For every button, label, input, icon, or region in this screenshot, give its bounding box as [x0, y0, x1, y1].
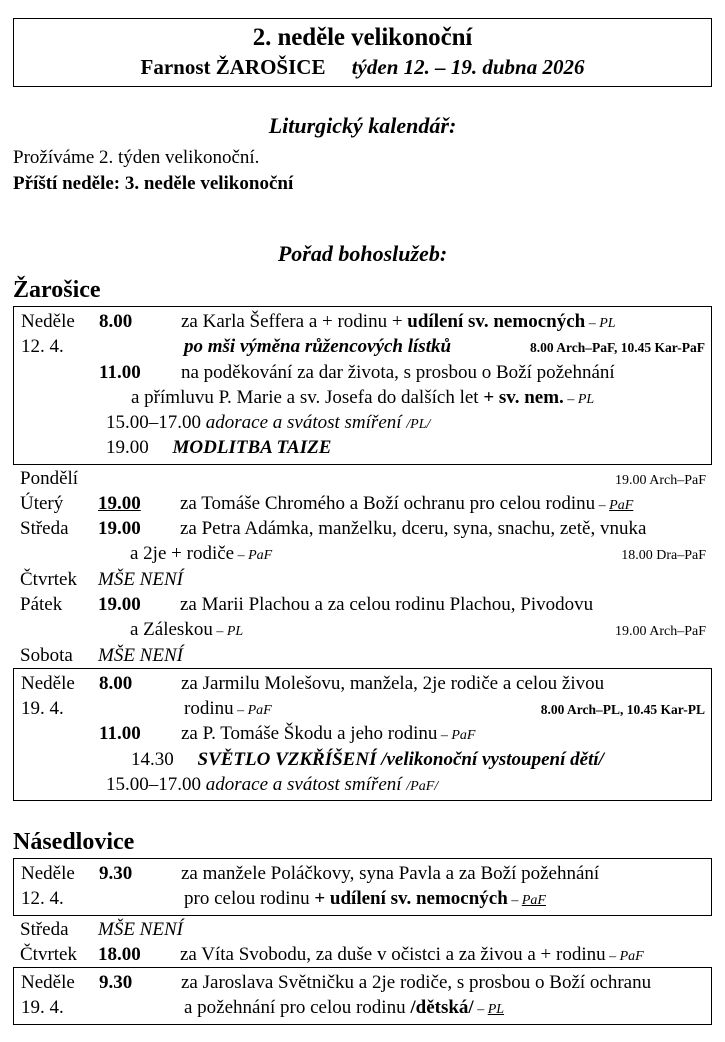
- row-time: 19.00: [98, 518, 141, 540]
- row-time: 9.30: [99, 972, 133, 994]
- row-description: [21, 410, 705, 435]
- header-banner: [13, 18, 712, 87]
- zarosice-sunday-1-block: [13, 306, 712, 465]
- row-description: [21, 747, 705, 772]
- table-row: [14, 747, 711, 772]
- row-day: Středa: [20, 518, 69, 540]
- row-no-mass: MŠE NENÍ: [98, 644, 183, 666]
- row-description: za Marii Plachou a za celou rodinu Plachou, Pivodovu: [180, 593, 594, 615]
- row-description: na poděkování za dar života, s prosbou o Boží požehnání: [181, 361, 615, 383]
- row-gap: [174, 749, 198, 770]
- table-row: [13, 617, 712, 642]
- celebrant-dash: –: [605, 948, 620, 964]
- table-row: [13, 516, 712, 541]
- parish-name: Farnost ŽAROŠICE: [140, 54, 326, 79]
- table-row: [13, 466, 712, 491]
- celebrant: PaF: [247, 703, 272, 719]
- header-gap: [325, 55, 351, 79]
- village-heading-zarosice: Žarošice: [13, 277, 101, 304]
- row-other-masses: 19.00 Arch–PaF: [615, 472, 706, 488]
- row-no-mass: MŠE NENÍ: [98, 918, 183, 940]
- row-text-plain: a přímluvu P. Marie a sv. Josefa do dalších let: [131, 386, 484, 408]
- celebrant: PL: [599, 316, 616, 332]
- row-text-plain: za Tomáše Chromého a Boží ochranu pro celou rodinu: [180, 492, 596, 514]
- row-time: 14.30: [131, 748, 174, 770]
- row-text-italic: adorace a svátost smíření: [205, 773, 402, 795]
- row-day: Neděle: [21, 863, 75, 885]
- table-row: [14, 435, 711, 460]
- liturgical-calendar-line-1: Prožíváme 2. týden velikonoční.: [13, 146, 260, 168]
- nasedlovice-weekdays-block: [13, 916, 712, 968]
- row-text-plain: za P. Tomáše Škodu a jeho rodinu: [181, 723, 438, 745]
- row-event-title: MODLITBA TAIZE: [172, 437, 332, 459]
- row-note: po mši výměna růžencových lístků: [184, 336, 452, 358]
- celebrant-dash: –: [233, 703, 248, 719]
- row-day: Pondělí: [20, 467, 79, 489]
- table-row: [13, 643, 712, 668]
- row-event-title: SVĚTLO VZKŘÍŠENÍ /velikonoční vystoupení dětí/: [197, 748, 604, 770]
- liturgical-calendar-line-2: [13, 172, 712, 197]
- celebrant: PL: [577, 391, 595, 407]
- row-text-italic: adorace a svátost smíření: [205, 412, 402, 434]
- row-description: [180, 942, 706, 967]
- row-description: za manžele Poláčkovy, syna Pavla a za Boží požehnání: [181, 863, 600, 885]
- row-no-mass: MŠE NENÍ: [98, 568, 183, 590]
- celebrant-dash: –: [234, 548, 249, 564]
- row-description: [99, 995, 705, 1020]
- row-time: 11.00: [99, 361, 141, 383]
- row-text-plain: za Karla Šeffera a + rodinu +: [181, 311, 408, 333]
- celebrant: PaF: [248, 548, 273, 564]
- table-row: [14, 410, 711, 435]
- next-sunday-value: 3. neděle velikonoční: [124, 173, 294, 195]
- row-date: 12. 4.: [21, 336, 64, 358]
- row-text-plain: a požehnání pro celou rodinu: [184, 997, 411, 1019]
- table-row: [14, 995, 711, 1020]
- page-title: 2. neděle velikonoční: [252, 24, 473, 51]
- row-description: [99, 696, 531, 721]
- header-subtitle: [14, 55, 711, 80]
- row-slash-note: /PL/: [406, 417, 431, 433]
- row-gap: [149, 437, 173, 458]
- row-text-plain: a 2je + rodiče: [130, 543, 235, 565]
- celebrant: PaF: [619, 948, 644, 964]
- row-day: Čtvrtek: [20, 943, 77, 965]
- table-row: [14, 334, 711, 359]
- bulletin-page: [0, 18, 725, 1042]
- celebrant: PL: [487, 1002, 505, 1018]
- row-text-bold: /dětská/: [410, 997, 474, 1019]
- row-description: za Petra Adámka, manželku, dceru, syna, snachu, zetě, vnuka: [180, 518, 647, 540]
- table-row: [13, 942, 712, 967]
- table-row: [14, 309, 711, 334]
- row-other-masses: 8.00 Arch–PaF, 10.45 Kar-PaF: [530, 340, 705, 356]
- row-text-bold: + sv. nem.: [483, 386, 564, 408]
- row-text-plain: pro celou rodinu: [184, 888, 315, 910]
- row-day: Středa: [20, 918, 69, 940]
- row-description: [181, 309, 705, 334]
- celebrant-dash: –: [595, 497, 610, 513]
- row-day: Čtvrtek: [20, 568, 77, 590]
- row-day: Sobota: [20, 644, 73, 666]
- row-day: Neděle: [21, 972, 75, 994]
- nasedlovice-sunday-2-block: [13, 967, 712, 1025]
- row-date: 12. 4.: [21, 888, 64, 910]
- celebrant: PL: [226, 624, 244, 640]
- row-description: [21, 435, 705, 460]
- village-heading-nasedlovice: Násedlovice: [13, 829, 135, 856]
- row-text-plain: rodinu: [184, 698, 234, 720]
- row-date: 19. 4.: [21, 698, 64, 720]
- row-text-bold: + udílení sv. nemocných: [314, 888, 508, 910]
- order-of-services-heading: Pořad bohoslužeb:: [277, 241, 448, 267]
- table-row: [14, 385, 711, 410]
- row-description: za Jaroslava Světničku a 2je rodiče, s prosbou o Boží ochranu: [181, 972, 652, 994]
- celebrant-dash: –: [212, 624, 227, 640]
- table-row: [14, 721, 711, 746]
- celebrant: PaF: [451, 728, 476, 744]
- row-text-plain: a Záleskou: [130, 619, 213, 641]
- row-text-plain: za Víta Svobodu, za duše v očistci a za živou a + rodinu: [180, 943, 606, 965]
- row-text-bold: udílení sv. nemocných: [407, 311, 586, 333]
- table-row: [13, 541, 712, 566]
- row-time: 18.00: [98, 943, 141, 965]
- table-row: [13, 491, 712, 516]
- row-time: 8.00: [99, 311, 133, 333]
- next-sunday-label: Příští neděle:: [13, 173, 121, 195]
- table-row: [14, 671, 711, 696]
- row-time-range: 15.00–17.00: [106, 412, 201, 434]
- row-day: Neděle: [21, 311, 75, 333]
- celebrant-dash: –: [563, 391, 578, 407]
- celebrant: PaF: [609, 497, 634, 513]
- table-row: [14, 861, 711, 886]
- row-description: [20, 541, 611, 566]
- row-description: za Jarmilu Molešovu, manžela, 2je rodiče a celou živou: [181, 672, 605, 694]
- row-time: 11.00: [99, 723, 141, 745]
- row-time: 19.00: [98, 593, 141, 615]
- table-row: [14, 360, 711, 385]
- row-day: Úterý: [20, 492, 64, 514]
- row-other-masses: 8.00 Arch–PL, 10.45 Kar-PL: [540, 702, 705, 718]
- row-time: 9.30: [99, 863, 133, 885]
- table-row: [14, 772, 711, 797]
- row-description: [99, 886, 705, 911]
- table-row: [13, 567, 712, 592]
- zarosice-sunday-2-block: [13, 668, 712, 801]
- celebrant-dash: –: [473, 1002, 488, 1018]
- row-other-masses: 18.00 Dra–PaF: [621, 548, 706, 564]
- table-row: [14, 886, 711, 911]
- table-row: [13, 592, 712, 617]
- row-description: [21, 385, 705, 410]
- celebrant-dash: –: [437, 728, 452, 744]
- row-description: [21, 772, 705, 797]
- table-row: [14, 696, 711, 721]
- table-row: [13, 917, 712, 942]
- row-day: Neděle: [21, 672, 75, 694]
- row-date: 19. 4.: [21, 997, 64, 1019]
- row-day: Pátek: [20, 593, 63, 615]
- row-slash-note: /PaF/: [406, 778, 439, 794]
- celebrant: PaF: [521, 893, 546, 909]
- table-row: [14, 970, 711, 995]
- nasedlovice-sunday-1-block: [13, 858, 712, 916]
- row-description: [181, 721, 705, 746]
- row-time: 19.00: [98, 492, 141, 514]
- celebrant-dash: –: [585, 316, 600, 332]
- zarosice-weekdays-block: [13, 465, 712, 668]
- row-time-range: 15.00–17.00: [106, 773, 201, 795]
- row-time: 19.00: [106, 437, 149, 459]
- row-description: [20, 617, 605, 642]
- week-range: týden 12. – 19. dubna 2026: [351, 54, 585, 79]
- liturgical-calendar-heading: Liturgický kalendář:: [268, 112, 457, 138]
- row-other-masses: 19.00 Arch–PaF: [615, 624, 706, 640]
- row-description: [180, 491, 706, 516]
- row-time: 8.00: [99, 672, 133, 694]
- celebrant-dash: –: [507, 893, 522, 909]
